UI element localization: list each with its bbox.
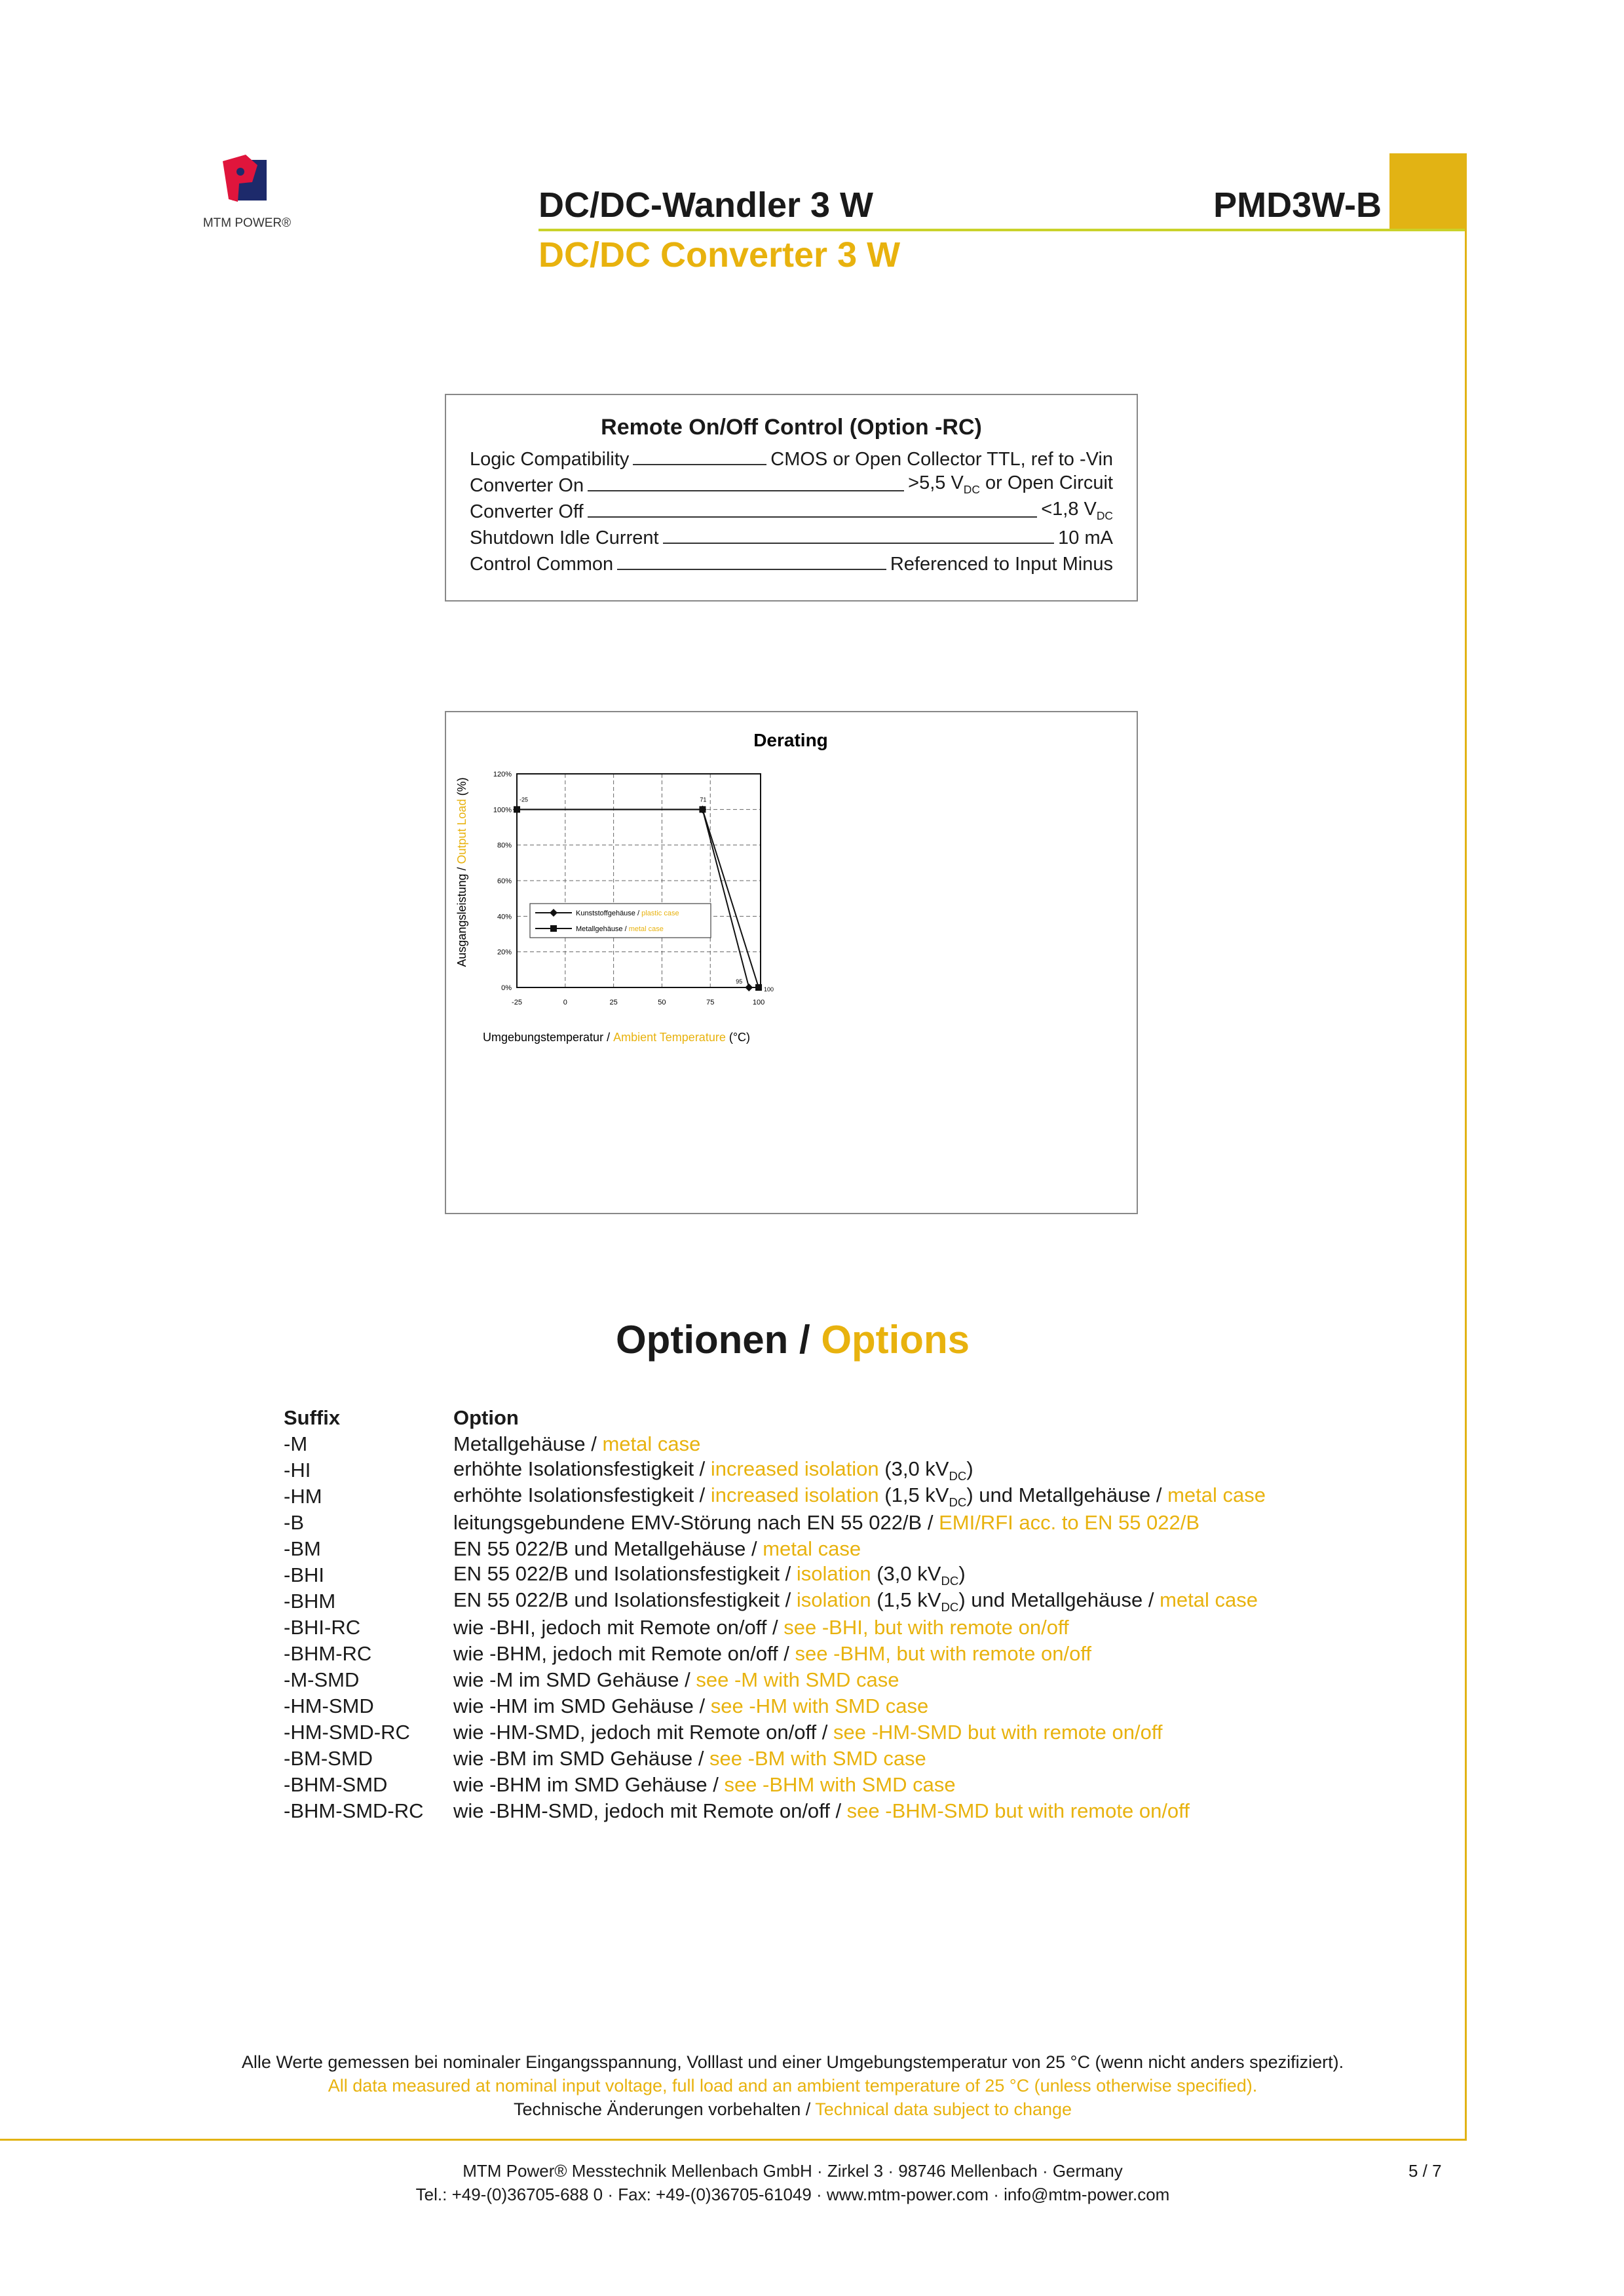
option-description: leitungsgebundene EMV-Störung nach EN 55 022/B / EMI/RFI acc. to EN 55 022/B	[453, 1511, 1200, 1534]
y-axis-title-part: (%)	[455, 777, 468, 799]
option-row	[284, 1431, 1266, 1457]
legend-label	[576, 909, 679, 917]
series-line-diamond	[517, 809, 749, 987]
options-title-de: Optionen /	[616, 1318, 821, 1362]
option-suffix: -HI	[284, 1459, 311, 1482]
remote-label: Converter Off	[470, 501, 584, 522]
leader-line	[633, 464, 766, 465]
option-suffix: -M-SMD	[284, 1668, 360, 1691]
options-table	[284, 1405, 1266, 1824]
remote-title: Remote On/Off Control (Option -RC)	[601, 415, 982, 440]
option-suffix: -HM-SMD	[284, 1694, 374, 1717]
derating-chart-svg	[446, 712, 1137, 1213]
header-divider	[538, 229, 1466, 231]
col-option: Option	[453, 1406, 519, 1429]
x-tick-label: 25	[609, 999, 618, 1006]
y-tick-label: 0%	[501, 984, 512, 992]
option-suffix: -BHI-RC	[284, 1616, 361, 1639]
remote-value: Referenced to Input Minus	[890, 554, 1113, 575]
footer-address: MTM Power® Messtechnik Mellenbach GmbH · Zirkel 3 · 98746 Mellenbach · Germany	[463, 2161, 1123, 2181]
remote-label: Shutdown Idle Current	[470, 527, 659, 548]
option-suffix: -BHI	[284, 1563, 324, 1586]
remote-row	[470, 470, 1113, 497]
option-description: wie -BHM, jedoch mit Remote on/off / see -BHM, but with remote on/off	[453, 1642, 1092, 1665]
option-row	[284, 1667, 1266, 1693]
logo-text: MTM POWER®	[202, 216, 292, 230]
x-tick-label: 75	[706, 999, 715, 1006]
x-tick-label: -25	[512, 999, 522, 1006]
leader-line	[663, 543, 1055, 544]
option-row	[284, 1641, 1266, 1667]
chart-title: Derating	[753, 730, 828, 750]
note-de: Alle Werte gemessen bei nominaler Eingangsspannung, Volllast und einer Umgebungstemperatur von 25 °C (wenn nicht anders spezifiziert).	[241, 2052, 1344, 2072]
option-row	[284, 1615, 1266, 1641]
x-tick-label: 0	[563, 999, 567, 1006]
note-en: All data measured at nominal input voltage, full load and an ambient temperature of 25 °C (unless otherwise specified).	[328, 2076, 1258, 2095]
option-row	[284, 1483, 1266, 1510]
diamond-marker	[745, 984, 753, 991]
option-description: wie -BM im SMD Gehäuse / see -BM with SMD case	[453, 1747, 926, 1770]
option-description: wie -HM im SMD Gehäuse / see -HM with SMD case	[453, 1694, 929, 1717]
legend-label-de: Kunststoffgehäuse /	[576, 909, 642, 917]
data-label: -25	[519, 796, 529, 803]
remote-value: CMOS or Open Collector TTL, ref to -Vin	[770, 449, 1113, 470]
y-tick-label: 80%	[497, 841, 512, 850]
title-en: DC/DC Converter 3 W	[538, 235, 901, 275]
option-row	[284, 1562, 1266, 1588]
remote-value: 10 mA	[1058, 527, 1113, 548]
remote-control-box	[445, 394, 1138, 602]
option-description: wie -HM-SMD, jedoch mit Remote on/off / see -HM-SMD but with remote on/off	[453, 1721, 1163, 1744]
option-row	[284, 1719, 1266, 1746]
x-axis-title	[483, 1031, 750, 1044]
y-tick-label: 40%	[497, 913, 512, 921]
option-description: wie -BHM-SMD, jedoch mit Remote on/off / see -BHM-SMD but with remote on/off	[453, 1799, 1190, 1822]
legend-label-en: plastic case	[641, 909, 679, 917]
square-marker	[514, 806, 520, 813]
option-row	[284, 1746, 1266, 1772]
remote-label: Logic Compatibility	[470, 449, 630, 470]
y-tick-label: 120%	[493, 771, 512, 778]
remote-row	[470, 444, 1113, 470]
option-suffix: -M	[284, 1432, 308, 1455]
series-line-square	[517, 809, 759, 987]
option-row	[284, 1693, 1266, 1719]
option-description: wie -BHI, jedoch mit Remote on/off / see -BHI, but with remote on/off	[453, 1616, 1069, 1639]
x-tick-label: 50	[658, 999, 666, 1006]
option-suffix: -B	[284, 1511, 304, 1534]
option-row	[284, 1798, 1266, 1824]
options-header	[284, 1405, 1266, 1431]
legend-label	[576, 925, 664, 933]
option-description: EN 55 022/B und Isolationsfestigkeit / isolation (3,0 $kV_{DC}$)	[453, 1561, 966, 1588]
option-suffix: -BHM	[284, 1590, 336, 1613]
y-tick-label: 60%	[497, 877, 512, 885]
note-change	[0, 2099, 1585, 2120]
remote-value: >5,5 $V_{DC}$ or Open Circuit	[908, 472, 1113, 496]
option-description: erhöhte Isolationsfestigkeit / increased isolation (3,0 $kV_{DC}$)	[453, 1457, 973, 1483]
y-axis-title-part: Ausgangsleistung /	[455, 864, 468, 967]
option-suffix: -BHM-SMD-RC	[284, 1799, 424, 1822]
option-description: wie -M im SMD Gehäuse / see -M with SMD case	[453, 1668, 899, 1691]
option-suffix: -BHM-RC	[284, 1642, 372, 1665]
option-suffix: -BHM-SMD	[284, 1773, 388, 1796]
y-tick-label: 20%	[497, 948, 512, 957]
option-description: EN 55 022/B und Isolationsfestigkeit / isolation (1,5 $kV_{DC}$) und Metallgehäuse / metal case	[453, 1588, 1258, 1615]
option-description: wie -BHM im SMD Gehäuse / see -BHM with SMD case	[453, 1773, 956, 1796]
square-marker	[755, 984, 762, 991]
option-row	[284, 1772, 1266, 1798]
square-marker	[699, 806, 706, 813]
remote-label: Converter On	[470, 475, 584, 496]
options-title	[0, 1317, 1585, 1362]
legend-label-en: metal case	[628, 925, 664, 933]
remote-value: <1,8 $V_{DC}$	[1041, 499, 1113, 522]
option-description: erhöhte Isolationsfestigkeit / increased isolation (1,5 $kV_{DC}$) und Metallgehäuse / metal case	[453, 1483, 1266, 1510]
option-suffix: -HM	[284, 1485, 322, 1508]
remote-row	[470, 497, 1113, 523]
y-axis-title-part: Output Load	[455, 799, 468, 864]
options-title-en: Options	[821, 1318, 970, 1362]
option-row	[284, 1536, 1266, 1562]
leader-line	[588, 516, 1038, 518]
data-label: 100	[764, 986, 774, 993]
option-row	[284, 1588, 1266, 1615]
option-suffix: -HM-SMD-RC	[284, 1721, 410, 1744]
change-en: Technical data subject to change	[815, 2099, 1072, 2119]
footer-divider	[0, 2139, 1467, 2141]
x-axis-title-part: Ambient Temperature	[613, 1031, 726, 1044]
leader-line	[588, 490, 904, 491]
remote-label: Control Common	[470, 554, 614, 575]
data-label: 95	[736, 978, 743, 985]
x-axis-title-part: (°C)	[725, 1031, 751, 1044]
title-de: DC/DC-Wandler 3 W	[538, 185, 873, 225]
y-tick-label: 100%	[493, 806, 512, 814]
option-row	[284, 1457, 1266, 1483]
derating-chart	[445, 711, 1138, 1214]
data-label: 71	[700, 796, 707, 803]
legend-label-de: Metallgehäuse /	[576, 925, 629, 933]
remote-row	[470, 523, 1113, 549]
accent-block	[1389, 153, 1466, 229]
legend-square-marker	[550, 925, 557, 932]
option-description: Metallgehäuse / metal case	[453, 1432, 701, 1455]
leader-line	[617, 569, 886, 570]
y-axis-title	[455, 777, 468, 966]
change-de: Technische Änderungen vorbehalten /	[513, 2099, 816, 2119]
option-suffix: -BM-SMD	[284, 1747, 373, 1770]
footer-contact: Tel.: +49-(0)36705-688 0 · Fax: +49-(0)36705-61049 · www.mtm-power.com · info@mtm-power.com	[415, 2185, 1170, 2204]
option-suffix: -BM	[284, 1537, 321, 1560]
mtm-power-logo	[219, 153, 271, 206]
x-axis-title-part: Umgebungstemperatur /	[482, 1031, 614, 1044]
right-border	[1465, 153, 1467, 2140]
x-tick-label: 100	[752, 999, 765, 1006]
model-number: PMD3W-B	[1213, 185, 1382, 225]
col-suffix: Suffix	[284, 1406, 341, 1429]
option-description: EN 55 022/B und Metallgehäuse / metal case	[453, 1537, 861, 1560]
option-row	[284, 1510, 1266, 1536]
remote-row	[470, 549, 1113, 575]
page-number: 5 / 7	[1408, 2161, 1442, 2181]
